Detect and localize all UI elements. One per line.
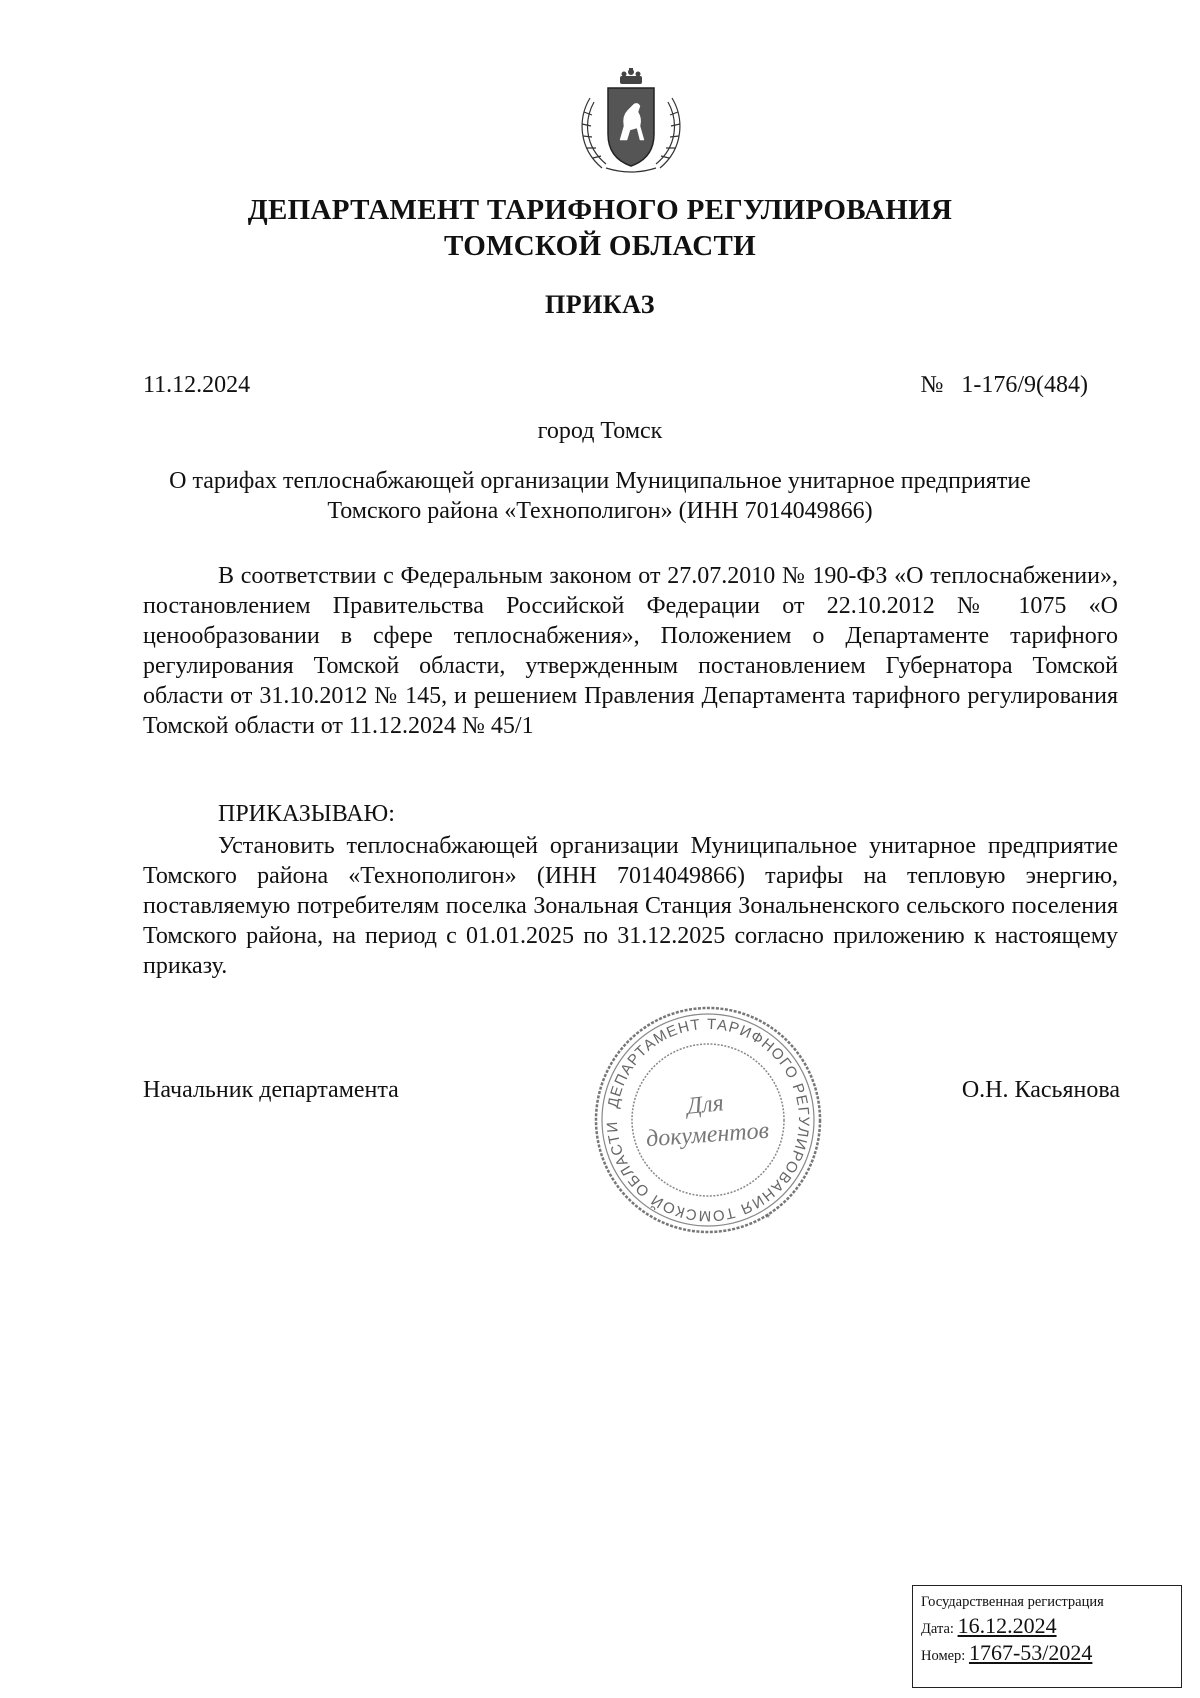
official-seal-stamp bbox=[588, 1000, 828, 1240]
registration-date-label: Дата: bbox=[921, 1621, 954, 1637]
preamble-paragraph: В соответствии с Федеральным законом от 27.07.2010 № 190-ФЗ «О теплоснабжении», постановлением Правительства Российской Федерации от 22.10.2012 № 1075 «О ценообразовании в сфере теплоснабжения», Положением о Департаменте тарифного регулирования Томской области, утвержденным постановлением Губернатора Томской области от 31.10.2012 № 145, и решением Правления Департамента тарифного регулирования Томской области от 11.12.2024 № 45/1 bbox=[143, 563, 1118, 739]
svg-text:ДЕПАРТАМЕНТ ТАРИФНОГО РЕГУЛИРО bbox=[604, 1016, 812, 1224]
seal-center-line2: документов bbox=[645, 1117, 770, 1153]
seal-ring-text: ДЕПАРТАМЕНТ ТАРИФНОГО РЕГУЛИРОВАНИЯ ТОМСКОЙ ОБЛАСТИ bbox=[603, 1015, 813, 1225]
registration-date-row bbox=[921, 1613, 1173, 1639]
registration-number-label: Номер: bbox=[921, 1648, 966, 1664]
department-name-line1: ДЕПАРТАМЕНТ ТАРИФНОГО РЕГУЛИРОВАНИЯ bbox=[247, 194, 953, 226]
order-subject: О тарифах теплоснабжающей организации Муниципальное унитарное предприятие Томского района «Технополигон» (ИНН 7014049866) bbox=[169, 468, 1031, 524]
department-name-line2: ТОМСКОЙ ОБЛАСТИ bbox=[444, 230, 756, 262]
order-number: № 1-176/9(484) bbox=[920, 372, 1088, 398]
state-registration-box bbox=[912, 1585, 1182, 1688]
document-type-title: ПРИКАЗ bbox=[544, 290, 656, 319]
signatory-position: Начальник департамента bbox=[143, 1077, 399, 1103]
registration-date-value: 16.12.2024 bbox=[957, 1613, 1057, 1638]
registration-number-value: 1767-53/2024 bbox=[968, 1640, 1093, 1665]
order-paragraph: Установить теплоснабжающей организации Муниципальное унитарное предприятие Томского района «Технополигон» (ИНН 7014049866) тарифы на тепловую энергию, поставляемую потребителям поселка Зональная Станция Зональненского сельского поселения Томского района, на период с 01.01.2025 по 31.12.2025 согласно приложению к настоящему приказу. bbox=[143, 833, 1118, 979]
order-date: 11.12.2024 bbox=[143, 372, 251, 398]
registration-title: Государственная регистрация bbox=[921, 1594, 1104, 1610]
registration-number-row bbox=[921, 1640, 1173, 1666]
coat-of-arms-icon bbox=[572, 68, 690, 180]
signatory-name: О.Н. Касьянова bbox=[961, 1077, 1120, 1103]
seal-center-line1: Для bbox=[685, 1090, 725, 1120]
svg-text:*: * bbox=[765, 1211, 771, 1225]
order-directive-word: ПРИКАЗЫВАЮ: bbox=[218, 801, 395, 827]
order-city: город Томск bbox=[537, 418, 663, 444]
